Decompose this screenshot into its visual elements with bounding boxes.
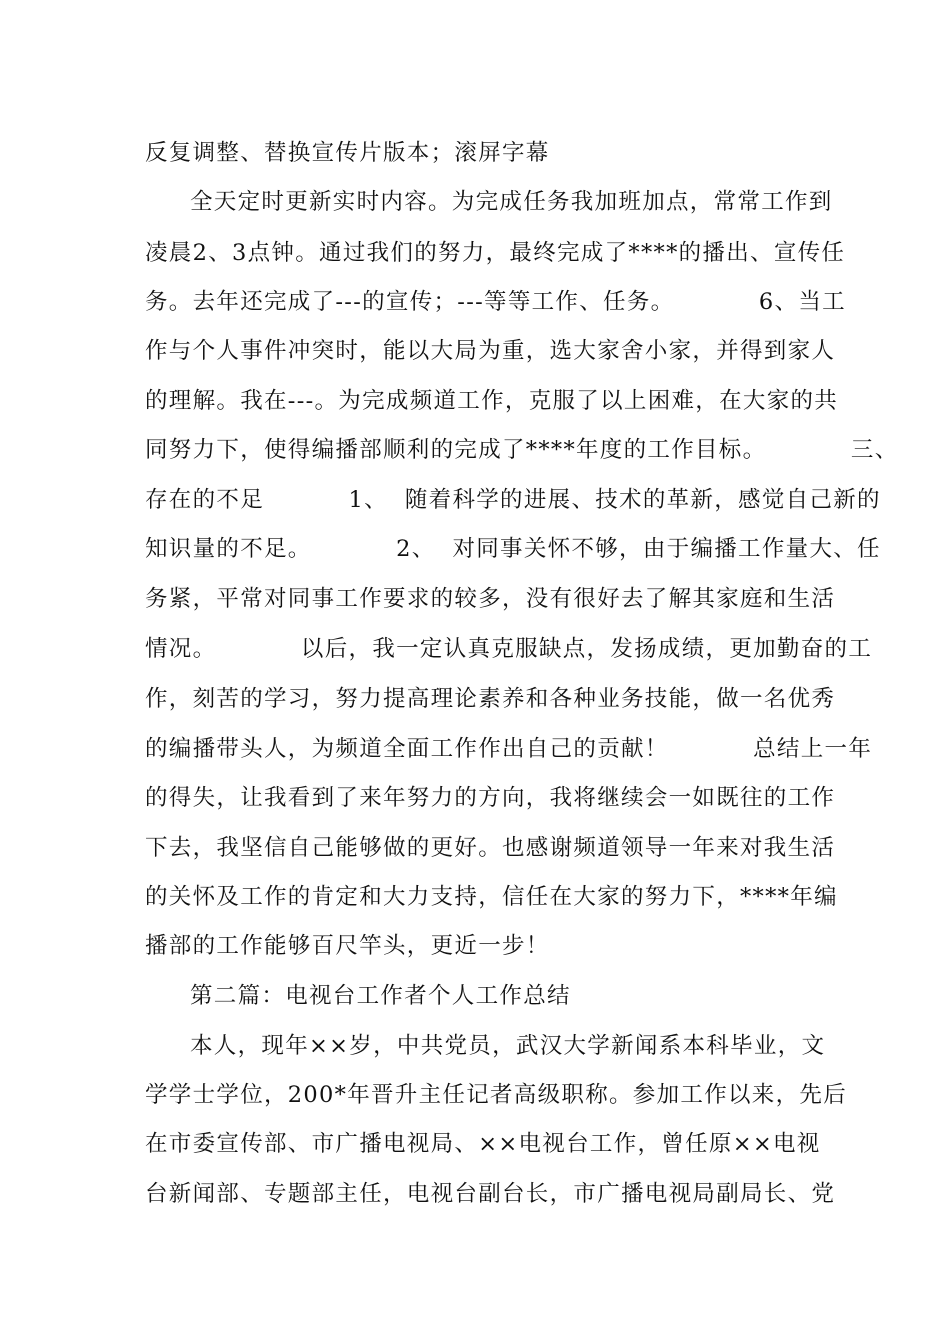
text-line: 在市委宣传部、市广播电视局、××电视台工作，曾任原××电视 bbox=[145, 1131, 821, 1157]
text-line: 的理解。我在---。为完成频道工作，克服了以上困难，在大家的共 bbox=[145, 388, 839, 414]
text-line: 下去，我坚信自己能够做的更好。也感谢频道领导一年来对我生活 bbox=[145, 835, 836, 861]
text-line: 台新闻部、专题部主任，电视台副台长，市广播电视局副局长、党 bbox=[145, 1181, 836, 1207]
text-line: 的编播带头人，为频道全面工作作出自己的贡献！ 总结上一年 bbox=[145, 736, 873, 762]
text-line: 播部的工作能够百尺竿头，更近一步！ bbox=[145, 933, 550, 959]
text-line: 同努力下，使得编播部顺利的完成了****年度的工作目标。 三、 bbox=[145, 437, 899, 463]
text-line: 存在的不足 1、 随着科学的进展、技术的革新，感觉自己新的 bbox=[145, 487, 881, 513]
text-line: 务。去年还完成了---的宣传；---等等工作、任务。 6、当工 bbox=[145, 289, 846, 315]
text-line: 全天定时更新实时内容。为完成任务我加班加点，常常工作到 bbox=[190, 189, 833, 215]
text-line: 学学士学位，200*年晋升主任记者高级职称。参加工作以来，先后 bbox=[145, 1082, 847, 1108]
text-line: 凌晨2、3点钟。通过我们的努力，最终完成了****的播出、宣传任 bbox=[145, 240, 846, 266]
text-line: 的得失，让我看到了来年努力的方向，我将继续会一如既往的工作 bbox=[145, 785, 836, 811]
section-heading: 第二篇：电视台工作者个人工作总结 bbox=[190, 983, 571, 1009]
text-line: 反复调整、替换宣传片版本；滚屏字幕 bbox=[145, 140, 550, 166]
text-line: 作，刻苦的学习，努力提高理论素养和各种业务技能，做一名优秀 bbox=[145, 686, 836, 712]
text-line: 作与个人事件冲突时，能以大局为重，选大家舍小家，并得到家人 bbox=[145, 338, 836, 364]
text-line: 的关怀及工作的肯定和大力支持，信任在大家的努力下，****年编 bbox=[145, 884, 838, 910]
text-line: 知识量的不足。 2、 对同事关怀不够，由于编播工作量大、任 bbox=[145, 536, 881, 562]
text-line: 本人，现年××岁，中共党员，武汉大学新闻系本科毕业，文 bbox=[190, 1033, 826, 1059]
text-line: 务紧，平常对同事工作要求的较多，没有很好去了解其家庭和生活 bbox=[145, 586, 836, 612]
text-line: 情况。 以后，我一定认真克服缺点，发扬成绩，更加勤奋的工 bbox=[145, 636, 873, 662]
